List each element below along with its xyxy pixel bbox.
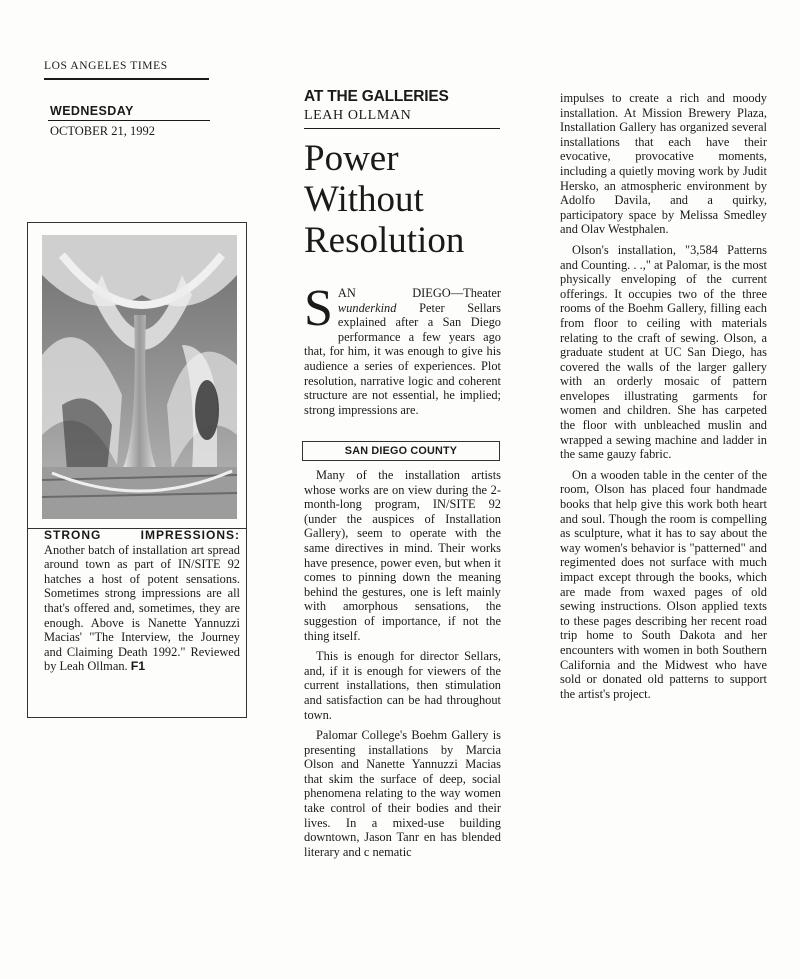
section-tag: SAN DIEGO COUNTY [302, 441, 500, 461]
article-column-2 [560, 91, 767, 707]
weekday: WEDNESDAY [50, 104, 134, 118]
sculpture-photo [42, 235, 237, 519]
byline: LEAH OLLMAN [304, 108, 412, 123]
caption-text: Another batch of installation art spread around town as part of IN/SITE 92 hatches a host of potent sensations. Sometimes strong impressions are all that's offered and, sometimes, they are enough. Above is Nanette Yannuzzi Macias' "The Interview, the Journey and Claiming Death 1992." Reviewed by Leah Ollman. [44, 542, 240, 674]
paragraph: Olson's installation, "3,584 Patterns and Counting. . .," at Palomar, is the most physically enveloping of the current offerings. It occupies two of the three rooms of the Boehm Gallery, filling each from floor to ceiling with materials relating to the craft of sewing. Olson, a graduate student at UC San Diego, has covered the walls of the larger gallery with an orderly mosaic of pattern envelopes illustrating garments for women and children. She has carpeted the floor with unbleached muslin and wrapped a sewing machine and ladder in the same gauzy fabric. [560, 242, 767, 462]
paragraph: Palomar College's Boehm Gallery is presenting installations by Marcia Olson and Nanette Yannuzzi Macias that skim the surface of deep, social phenomena relating to the way women take control of their bodies and their lives. In a mixed-use building downtown, Jason Tanr en has blended literary and c nematic [304, 728, 501, 859]
headline: Power Without Resolution [304, 138, 465, 261]
lead-italic: wunderkind [337, 300, 397, 315]
column-label: AT THE GALLERIES [304, 88, 449, 105]
caption-page-ref: F1 [130, 659, 146, 674]
masthead-rule [44, 78, 209, 80]
date-rule [48, 120, 210, 121]
paragraph: Many of the installation artists whose works are on view during the 2-month-long program, IN/SITE 92 (under the auspices of Installation Gallery), seem to operate with the same directives in mind. Their works have presence, power even, but when it comes to pinning down the meaning behind the gestures, one is left mainly with amorphous sensations, the suggestion of importance, if not the thing itself. [304, 468, 501, 643]
date: OCTOBER 21, 1992 [50, 124, 155, 138]
sculpture-photo-icon [42, 235, 237, 519]
paragraph: On a wooden table in the center of the room, Olson has placed four handmade books that help give this work both heart and soul. Though the room is compelling as sculpture, what it has to say about the way women's behavior is "patterned" and regimented does not surface with much impact except through the books, which are made from waxed pages of old sewing instructions. Olson applied texts to these pages describing her recent road trip home to South Dakota and her encounters with women in both Southern California and the Midwest who have sold or donated old patterns to support the artist's project. [560, 467, 767, 701]
lead-dash: —Theater [450, 286, 501, 300]
photo-caption [44, 528, 240, 674]
caption-head: STRONG IMPRESSIONS: [44, 528, 240, 542]
newspaper-name: LOS ANGELES TIMES [44, 60, 168, 72]
byline-rule [304, 128, 500, 129]
lead-paragraph [304, 280, 501, 423]
lead-dateline: AN DIEGO [337, 286, 451, 300]
drop-cap: S [304, 280, 333, 337]
paragraph: impulses to create a rich and moody installation. At Mission Brewery Plaza, Installation Gallery has organized several installations that each have their evocative, provocative moments, including a quietly moving work by Judit Hersko, an atmospheric environment by Adolfo Davila, and a quirky, participatory space by Melissa Smedley and Olav Westphalen. [560, 91, 767, 237]
article-column-1 [304, 468, 501, 865]
paragraph: This is enough for director Sellars, and, if it is enough for viewers of the current installations, then stimulation and satisfaction can be had throughout town. [304, 649, 501, 722]
lead-text: Peter Sellars explained after a San Diego performance a few years ago that, for him, it was enough to give his audience a series of experiences. Plot resolution, narrative logic and coherent structure are not essential, he implied; strong impressions are. [304, 300, 501, 417]
